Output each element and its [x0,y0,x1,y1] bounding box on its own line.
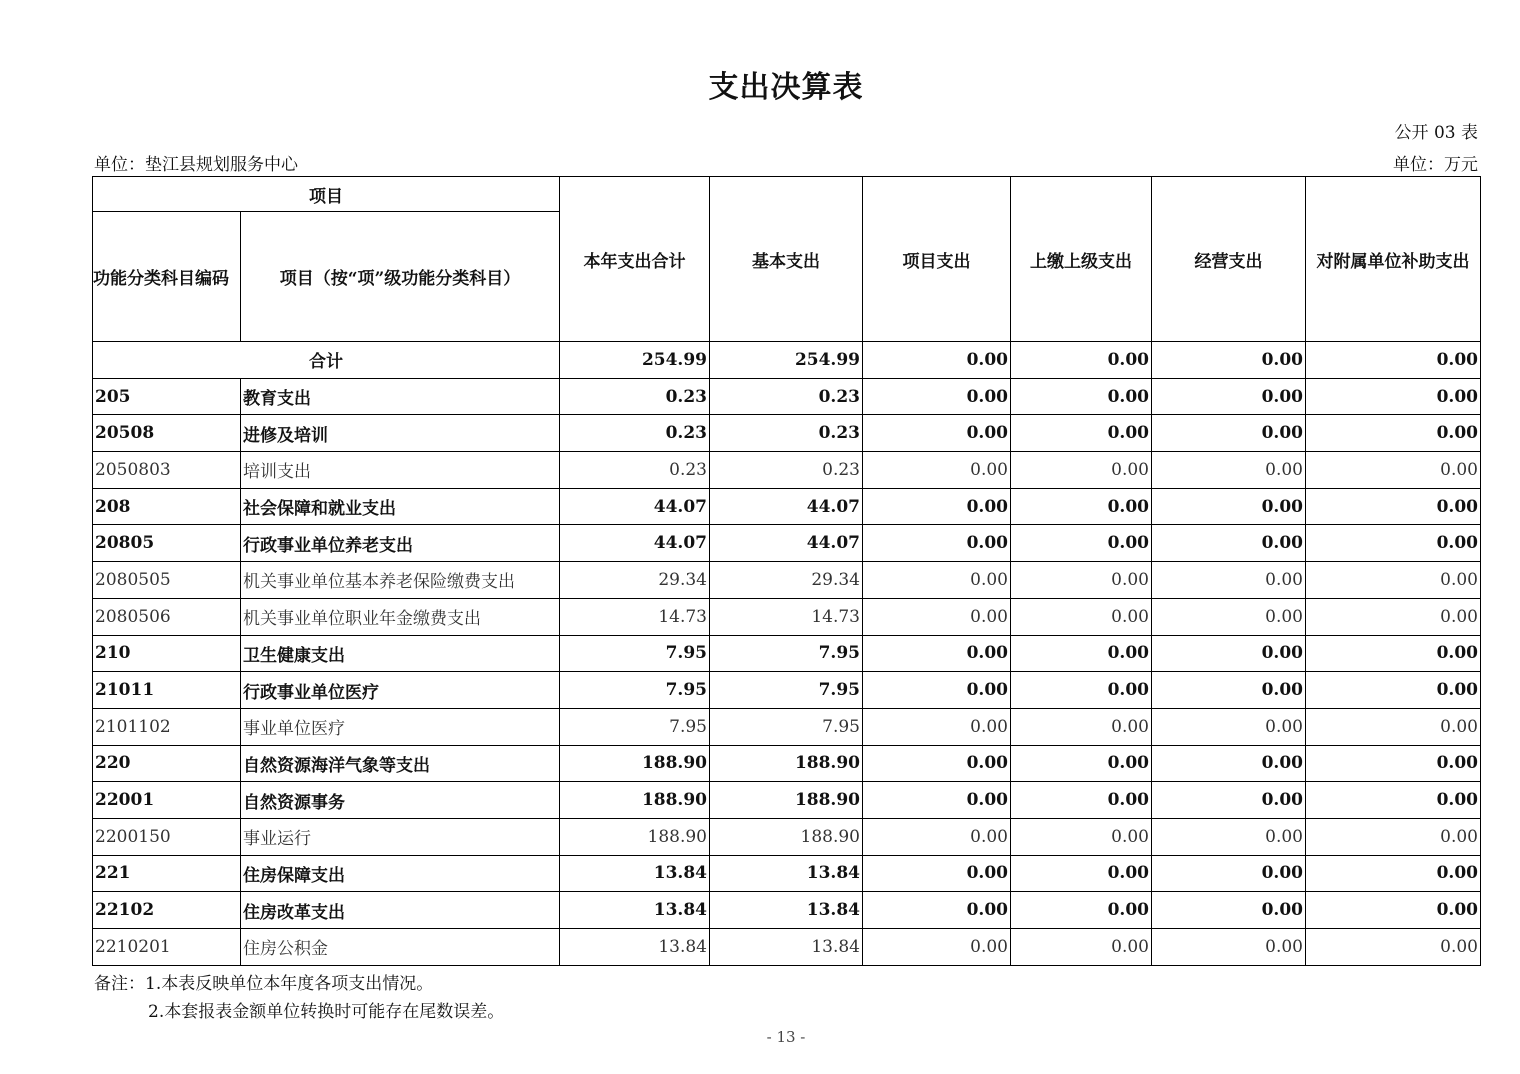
form-number: 公开 03 表 [1394,123,1478,143]
table-row [93,892,1481,929]
total-label: 合计 [93,342,560,379]
row-value: 44.07 [710,488,863,525]
row-value: 0.00 [1306,782,1481,819]
currency-unit: 单位：万元 [1393,155,1478,175]
row-code: 20508 [93,415,241,452]
row-value: 0.00 [1011,488,1152,525]
row-value: 0.00 [1306,855,1481,892]
row-value: 0.00 [863,745,1011,782]
header-business: 经营支出 [1152,177,1306,342]
total-cell: 0.00 [1011,342,1152,379]
row-code: 22102 [93,892,241,929]
row-value: 0.00 [1306,562,1481,599]
row-value: 0.00 [1152,818,1306,855]
row-value: 0.00 [1011,745,1152,782]
row-value: 0.00 [863,378,1011,415]
table-row [93,598,1481,635]
row-value: 13.84 [710,892,863,929]
row-value: 0.00 [863,672,1011,709]
row-value: 0.00 [1306,929,1481,966]
row-code: 221 [93,855,241,892]
row-value: 0.00 [863,708,1011,745]
row-name: 卫生健康支出 [241,635,560,672]
row-value: 0.00 [1306,745,1481,782]
row-value: 0.00 [863,598,1011,635]
total-cell: 0.00 [1306,342,1481,379]
row-value: 13.84 [710,855,863,892]
row-value: 13.84 [560,855,710,892]
row-value: 0.00 [1011,378,1152,415]
row-name: 行政事业单位养老支出 [241,525,560,562]
note-1: 备注：1.本表反映单位本年度各项支出情况。 [94,974,434,994]
row-value: 0.00 [1306,415,1481,452]
table-row [93,855,1481,892]
table-row [93,378,1481,415]
row-value: 14.73 [560,598,710,635]
table-row [93,745,1481,782]
row-value: 188.90 [710,782,863,819]
row-value: 44.07 [560,488,710,525]
header-project-expense: 项目支出 [863,177,1011,342]
row-value: 44.07 [560,525,710,562]
row-value: 0.00 [1306,598,1481,635]
row-value: 0.00 [1152,452,1306,489]
row-code: 2080506 [93,598,241,635]
row-value: 0.00 [1011,635,1152,672]
row-code: 210 [93,635,241,672]
notes [94,970,504,1026]
row-value: 13.84 [560,892,710,929]
row-value: 0.00 [1306,488,1481,525]
row-code: 220 [93,745,241,782]
total-cell: 254.99 [710,342,863,379]
row-value: 0.00 [1011,598,1152,635]
row-value: 0.00 [863,452,1011,489]
row-code: 21011 [93,672,241,709]
table-row [93,929,1481,966]
row-value: 7.95 [560,672,710,709]
row-name: 自然资源事务 [241,782,560,819]
row-code: 205 [93,378,241,415]
table-row [93,452,1481,489]
row-name: 教育支出 [241,378,560,415]
row-value: 0.00 [863,525,1011,562]
header-total: 本年支出合计 [560,177,710,342]
table-row [93,562,1481,599]
row-code: 2210201 [93,929,241,966]
row-code: 22001 [93,782,241,819]
row-value: 0.23 [710,415,863,452]
header-project: 项目 [93,177,560,212]
table-row [93,708,1481,745]
row-value: 0.00 [1152,929,1306,966]
row-value: 0.00 [1152,635,1306,672]
table-row [93,635,1481,672]
row-value: 0.00 [863,782,1011,819]
total-row [93,342,1481,379]
header-code: 功能分类科目编码 [93,212,241,342]
row-value: 0.00 [863,415,1011,452]
header-name: 项目（按“项”级功能分类科目） [241,212,560,342]
row-value: 29.34 [560,562,710,599]
row-code: 2080505 [93,562,241,599]
total-cell: 0.00 [863,342,1011,379]
row-code: 2101102 [93,708,241,745]
header-subsidy: 对附属单位补助支出 [1306,177,1481,342]
row-name: 住房改革支出 [241,892,560,929]
row-value: 0.00 [1152,672,1306,709]
row-value: 0.00 [1011,782,1152,819]
row-code: 208 [93,488,241,525]
row-value: 0.23 [560,415,710,452]
row-name: 事业运行 [241,818,560,855]
row-value: 0.00 [1152,598,1306,635]
row-value: 0.00 [1306,708,1481,745]
row-value: 0.00 [863,892,1011,929]
row-value: 0.00 [1152,562,1306,599]
row-name: 住房公积金 [241,929,560,966]
row-value: 0.00 [1011,708,1152,745]
row-value: 0.00 [863,818,1011,855]
row-name: 培训支出 [241,452,560,489]
row-name: 行政事业单位医疗 [241,672,560,709]
row-value: 0.00 [1011,452,1152,489]
row-value: 0.00 [1306,525,1481,562]
table-row [93,672,1481,709]
row-code: 2200150 [93,818,241,855]
row-value: 188.90 [710,818,863,855]
expenditure-table [92,176,1481,966]
row-value: 7.95 [710,708,863,745]
row-value: 0.00 [863,929,1011,966]
row-value: 0.00 [863,635,1011,672]
row-value: 0.00 [1152,855,1306,892]
row-value: 0.00 [1152,782,1306,819]
row-value: 0.00 [1306,452,1481,489]
row-value: 29.34 [710,562,863,599]
total-cell: 0.00 [1152,342,1306,379]
reporting-unit: 单位：垫江县规划服务中心 [94,155,298,175]
row-value: 0.00 [1011,415,1152,452]
row-name: 机关事业单位职业年金缴费支出 [241,598,560,635]
row-value: 13.84 [710,929,863,966]
note-2: 2.本套报表金额单位转换时可能存在尾数误差。 [148,1002,505,1022]
row-value: 0.00 [1011,525,1152,562]
row-value: 0.00 [1011,929,1152,966]
row-name: 进修及培训 [241,415,560,452]
row-value: 0.00 [1152,488,1306,525]
header-upper-level: 上缴上级支出 [1011,177,1152,342]
row-value: 7.95 [560,635,710,672]
row-value: 7.95 [710,672,863,709]
row-value: 0.00 [1306,635,1481,672]
row-value: 0.00 [1152,415,1306,452]
row-value: 0.00 [863,488,1011,525]
header-basic: 基本支出 [710,177,863,342]
row-value: 0.00 [1152,892,1306,929]
row-value: 188.90 [560,782,710,819]
row-value: 0.00 [863,562,1011,599]
table-row [93,415,1481,452]
table-row [93,818,1481,855]
total-cell: 254.99 [560,342,710,379]
row-value: 0.23 [560,378,710,415]
row-value: 0.00 [1306,378,1481,415]
row-value: 188.90 [560,745,710,782]
row-value: 14.73 [710,598,863,635]
row-name: 机关事业单位基本养老保险缴费支出 [241,562,560,599]
page-title: 支出决算表 [708,70,864,105]
table-row [93,525,1481,562]
row-name: 事业单位医疗 [241,708,560,745]
row-value: 0.00 [1306,672,1481,709]
row-value: 188.90 [710,745,863,782]
row-value: 0.23 [560,452,710,489]
row-value: 0.00 [1011,672,1152,709]
row-code: 2050803 [93,452,241,489]
row-value: 188.90 [560,818,710,855]
table-row [93,782,1481,819]
row-value: 13.84 [560,929,710,966]
row-value: 7.95 [560,708,710,745]
row-value: 0.00 [1152,378,1306,415]
row-value: 44.07 [710,525,863,562]
row-value: 0.00 [1011,892,1152,929]
row-value: 0.00 [1011,855,1152,892]
row-value: 0.00 [1306,892,1481,929]
row-value: 0.00 [1011,562,1152,599]
row-name: 住房保障支出 [241,855,560,892]
row-name: 自然资源海洋气象等支出 [241,745,560,782]
page-number: - 13 - [766,1028,806,1046]
row-value: 0.00 [1152,745,1306,782]
row-value: 0.00 [1306,818,1481,855]
table-row [93,488,1481,525]
row-code: 20805 [93,525,241,562]
row-value: 0.23 [710,378,863,415]
row-value: 0.23 [710,452,863,489]
row-value: 7.95 [710,635,863,672]
row-value: 0.00 [1152,708,1306,745]
row-name: 社会保障和就业支出 [241,488,560,525]
row-value: 0.00 [1011,818,1152,855]
row-value: 0.00 [863,855,1011,892]
row-value: 0.00 [1152,525,1306,562]
